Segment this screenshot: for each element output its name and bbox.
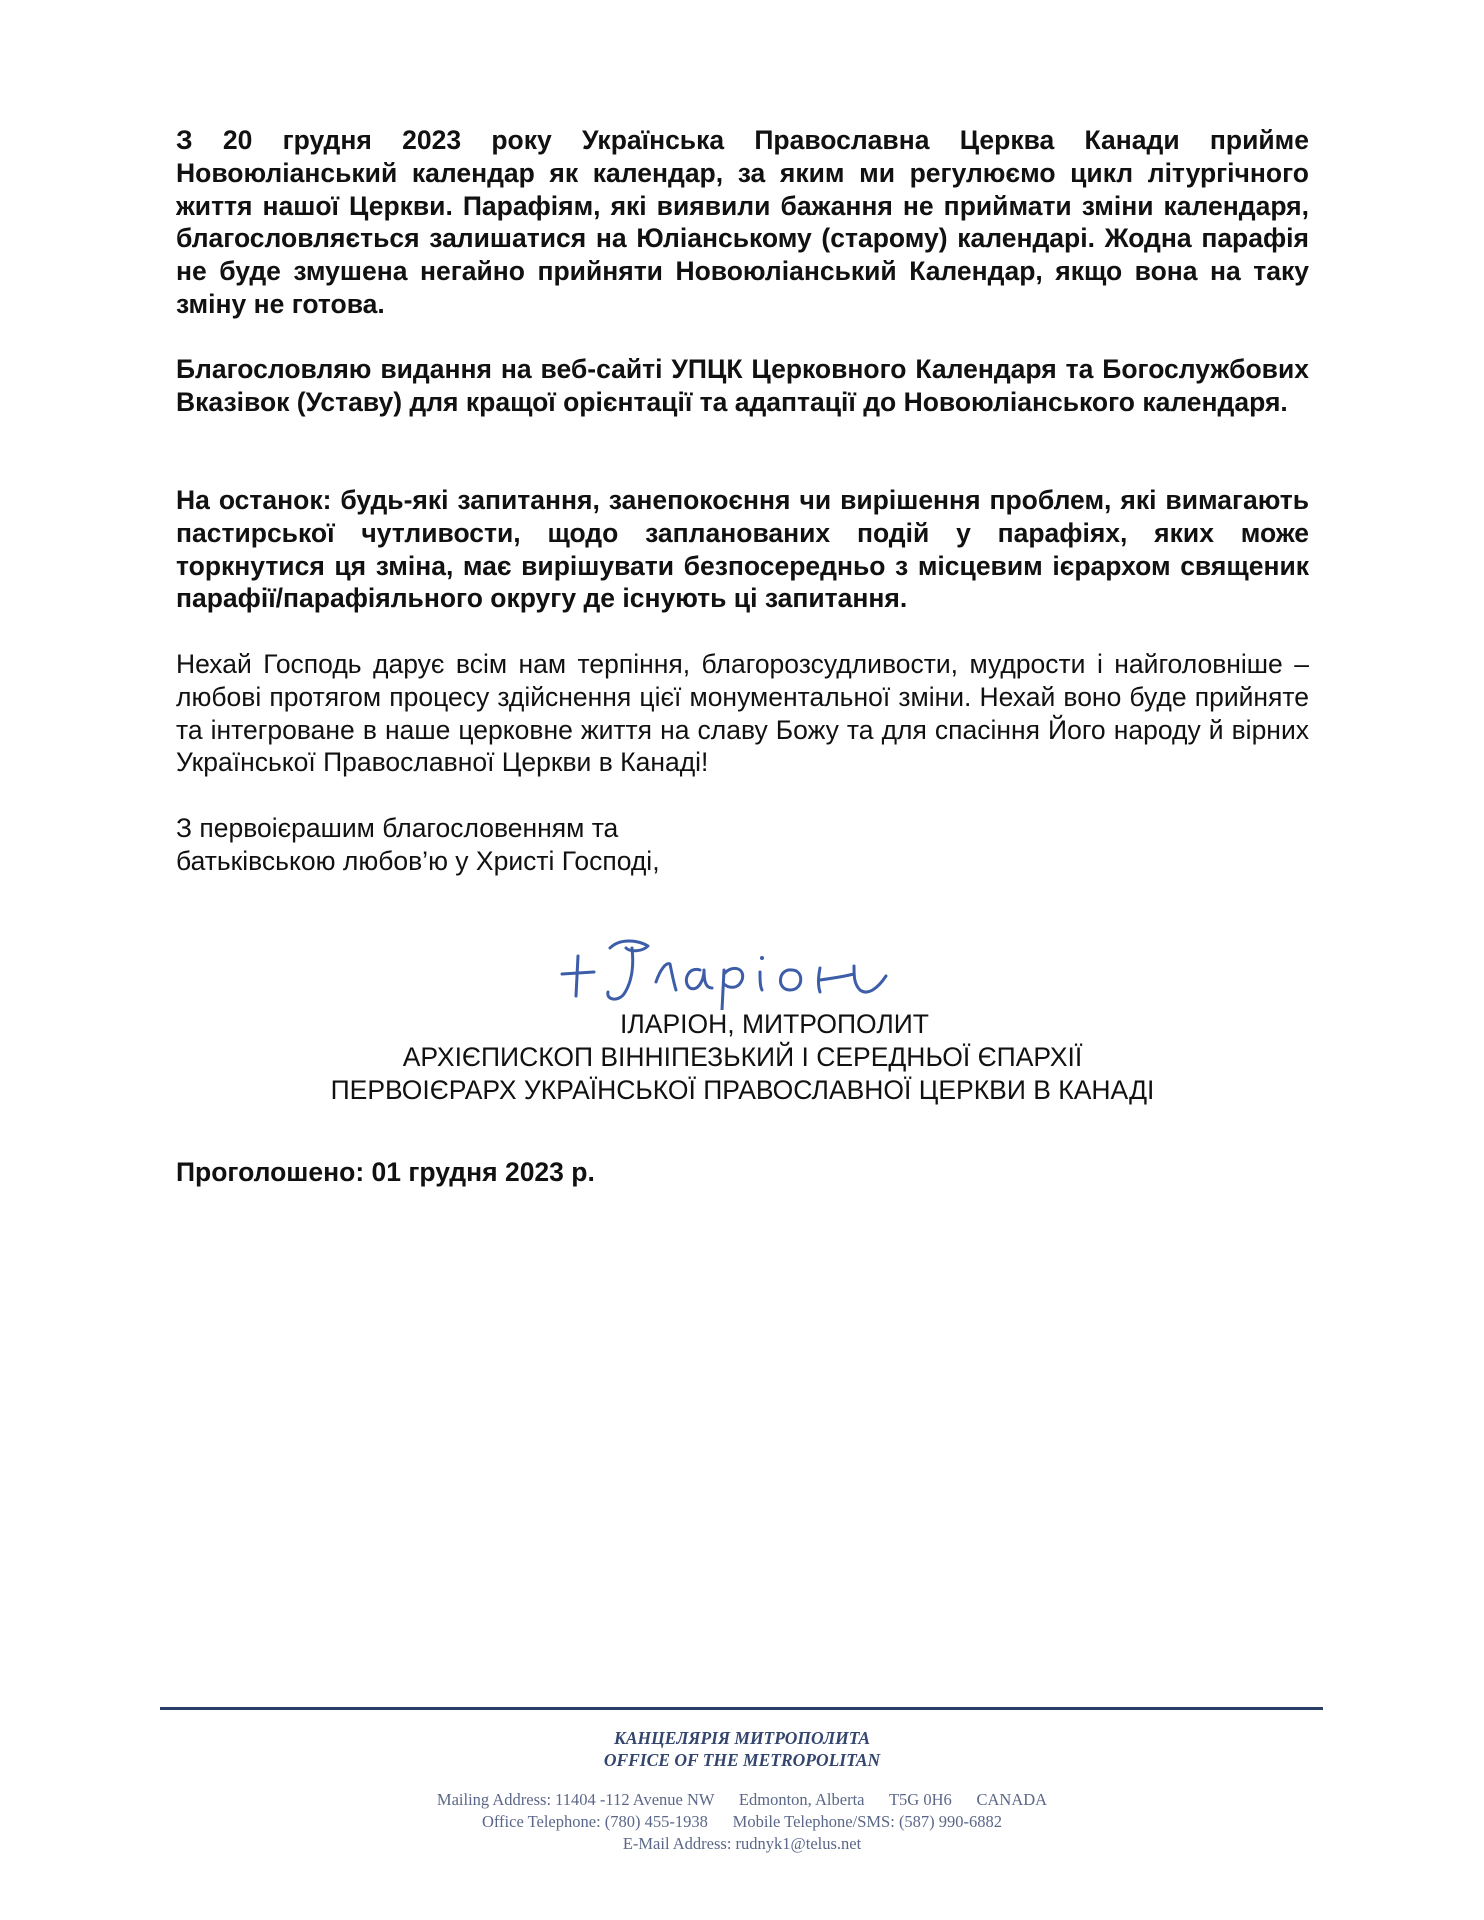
closing-line-2: батьківською любов’ю у Христі Господі, [176, 845, 660, 876]
email-address: E-Mail Address: rudnyk1@telus.net [622, 1834, 862, 1853]
signatory-title-archbishop: АРХІЄПИСКОП ВІННІПЕЗЬКИЙ І СЕРЕДНЬОЇ ЄПАРХІЇ [402, 1041, 1083, 1072]
letterhead-footer [0, 1727, 1484, 1855]
telephone-numbers: Office Telephone: (780) 455-1938 Mobile Telephone/SMS: (587) 990-6882 [481, 1812, 1003, 1831]
signatory-title-primate: ПЕРВОІЄРАРХ УКРАЇНСЬКОЇ ПРАВОСЛАВНОЇ ЦЕРКВИ В КАНАДІ [330, 1074, 1155, 1105]
office-name-en: OFFICE OF THE METROPOLITAN [603, 1750, 881, 1770]
office-name-ua: КАНЦЕЛЯРІЯ МИТРОПОЛИТА [613, 1728, 871, 1748]
closing-line-1: З первоієрашим благословенням та [176, 813, 619, 843]
paragraph-pastoral-concerns: На останок: будь-які запитання, занепокоєння чи вирішення проблем, які вимагають пастирської чутливости, щодо запланованих подій у парафіях, яких може торкнутися ця зміна, має вирішувати безпосередньо з місцевим ієрархом священик парафії/парафіяльного округу де існують ці запитання. [176, 485, 1309, 614]
paragraph-calendar-adoption: З 20 грудня 2023 року Українська Православна Церква Канади прийме Новоюліанський календар як календар, за яким ми регулюємо цикл літургічного життя нашої Церкви. Парафіям, які виявили бажання не приймати зміни календаря, благословляється залишатися на Юліанському (старому) календарі. Жодна парафія не буде змушена негайно прийняти Новоюліанський Календар, якщо вона на таку зміну не готова. [176, 125, 1309, 319]
proclamation-date: Проголошено: 01 грудня 2023 р. [176, 1157, 595, 1187]
mailing-address: Mailing Address: 11404 -112 Avenue NW Edmonton, Alberta T5G 0H6 CANADA [436, 1790, 1048, 1809]
paragraph-website-blessing: Благословляю видання на веб-сайті УПЦК Церковного Календаря та Богослужбових Вказівок (Уставу) для кращої орієнтації та адаптації до Новоюліанського календаря. [176, 354, 1309, 417]
signatory-name: ІЛАРІОН, МИТРОПОЛИТ [620, 1009, 929, 1039]
signatory-block [176, 1008, 1309, 1106]
paragraph-prayer: Нехай Господь дарує всім нам терпіння, благорозсудливости, мудрости і найголовніше – любові протягом процесу здійснення цієї монументальної зміни. Нехай воно буде прийняте та інтегроване в наше церковне життя на славу Божу та для спасіння Його народу й вірних Української Православної Церкви в Канаді! [176, 649, 1309, 778]
closing-greeting [176, 812, 660, 878]
footer-divider [160, 1707, 1323, 1710]
handwritten-signature [556, 930, 916, 1010]
